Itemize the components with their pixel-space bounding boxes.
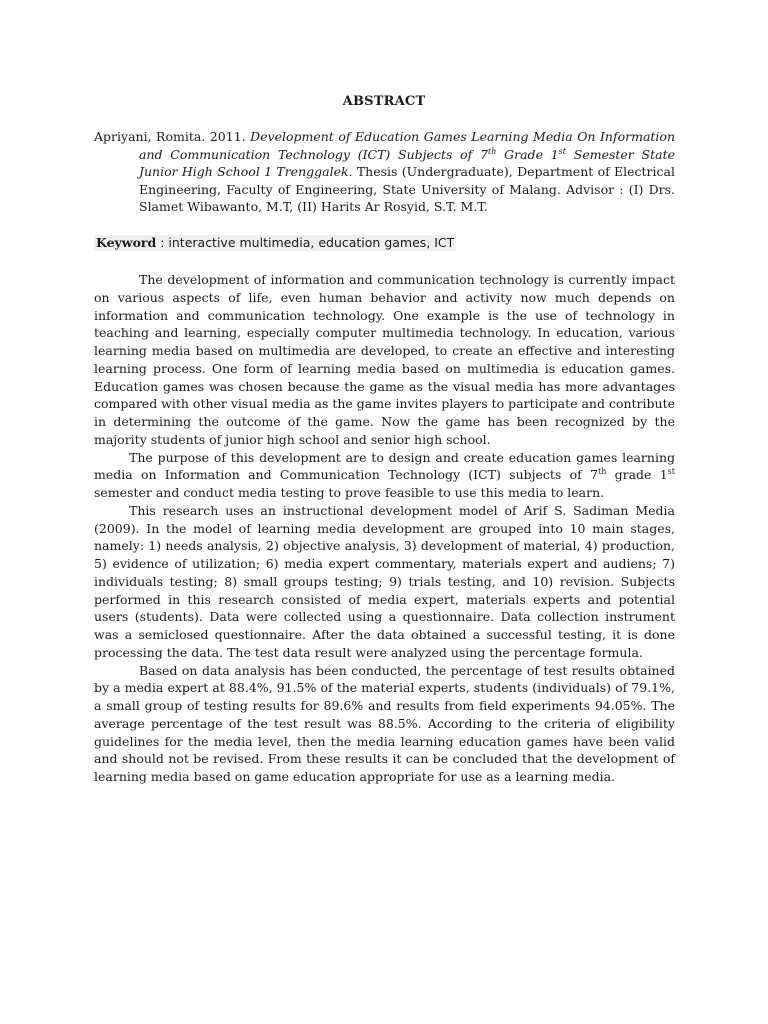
abstract-body: [94, 271, 675, 786]
paragraph-purpose: [94, 449, 675, 502]
citation-sup: th: [488, 146, 497, 156]
citation: [94, 128, 675, 216]
paragraph-results: Based on data analysis has been conducted, the percentage of test results obtained by a media expert at 88.4%, 91.5% of the material experts, students (individuals) of 79.1%, a small group of testing results for 89.6% and results from field experiments 94.05%. The average percentage of the test result was 88.5%. According to the criteria of eligibility guidelines for the media level, then the media learning education games have been valid and should not be revised. From these results it can be concluded that the development of learning media based on game education appropriate for use as a learning media.: [94, 662, 675, 784]
citation-title-part: Semester State Junior High School 1 Trenggalek.: [139, 146, 675, 180]
paragraph-sup: th: [597, 467, 607, 477]
keyword-line: [94, 235, 456, 251]
citation-title-part: Grade 1: [496, 146, 559, 162]
keyword-label: Keyword: [96, 235, 157, 250]
citation-title-part: Development of Education Games Learning Media On Information and Communication Technology (ICT) Subjects of 7: [139, 129, 676, 162]
paragraph-method: This research uses an instructional development model of Arif S. Sadiman Media (2009). In the model of learning media development are grouped into 10 main stages, namely: 1) needs analysis, 2) objective analysis, 3) development of material, 4) production, 5) evidence of utilization; 6) media expert commentary, materials expert and audiens; 7) individuals testing; 8) small groups testing; 9) trials testing, and 10) revision. Subjects performed in this research consisted of media expert, materials experts and potential users (students). Data were collected using a questionnaire. Data collection instrument was a semiclosed questionnaire. After the data obtained a successful testing, it is done processing the data. The test data result were analyzed using the percentage formula.: [94, 502, 675, 660]
citation-authors: Apriyani, Romita. 2011.: [94, 129, 246, 144]
paragraph-text: grade 1: [606, 467, 668, 483]
citation-sup: st: [558, 146, 566, 156]
citation-details: Thesis (Undergraduate), Department of Electrical Engineering, Faculty of Engineering, State University of Malang. Advisor : (I) Drs. Slamet Wibawanto, M.T, (II) Harits Ar Rosyid, S.T. M.T.: [139, 164, 675, 215]
paragraph-text: semester and conduct media testing to prove feasible to use this media to learn.: [94, 485, 605, 500]
paragraph-background: The development of information and communication technology is currently impact on various aspects of life, even human behavior and activity now much depends on information and communication technology. One example is the use of technology in teaching and learning, especially computer multimedia technology. In education, various learning media based on multimedia are developed, to create an effective and interesting learning process. One form of learning media based on multimedia is education games. Education games was chosen because the game as the visual media has more advantages compared with other visual media as the game invites players to participate and contribute in determining the outcome of the game. Now the game has been recognized by the majority students of junior high school and senior high school.: [94, 272, 675, 447]
abstract-title: ABSTRACT: [342, 94, 426, 109]
keyword-value: : interactive multimedia, education games, ICT: [160, 235, 455, 250]
paragraph-text: The purpose of this development are to design and create education games learning media on Information and Communication Technology (ICT) subjects of 7: [94, 449, 675, 483]
paragraph-sup: st: [667, 467, 675, 477]
